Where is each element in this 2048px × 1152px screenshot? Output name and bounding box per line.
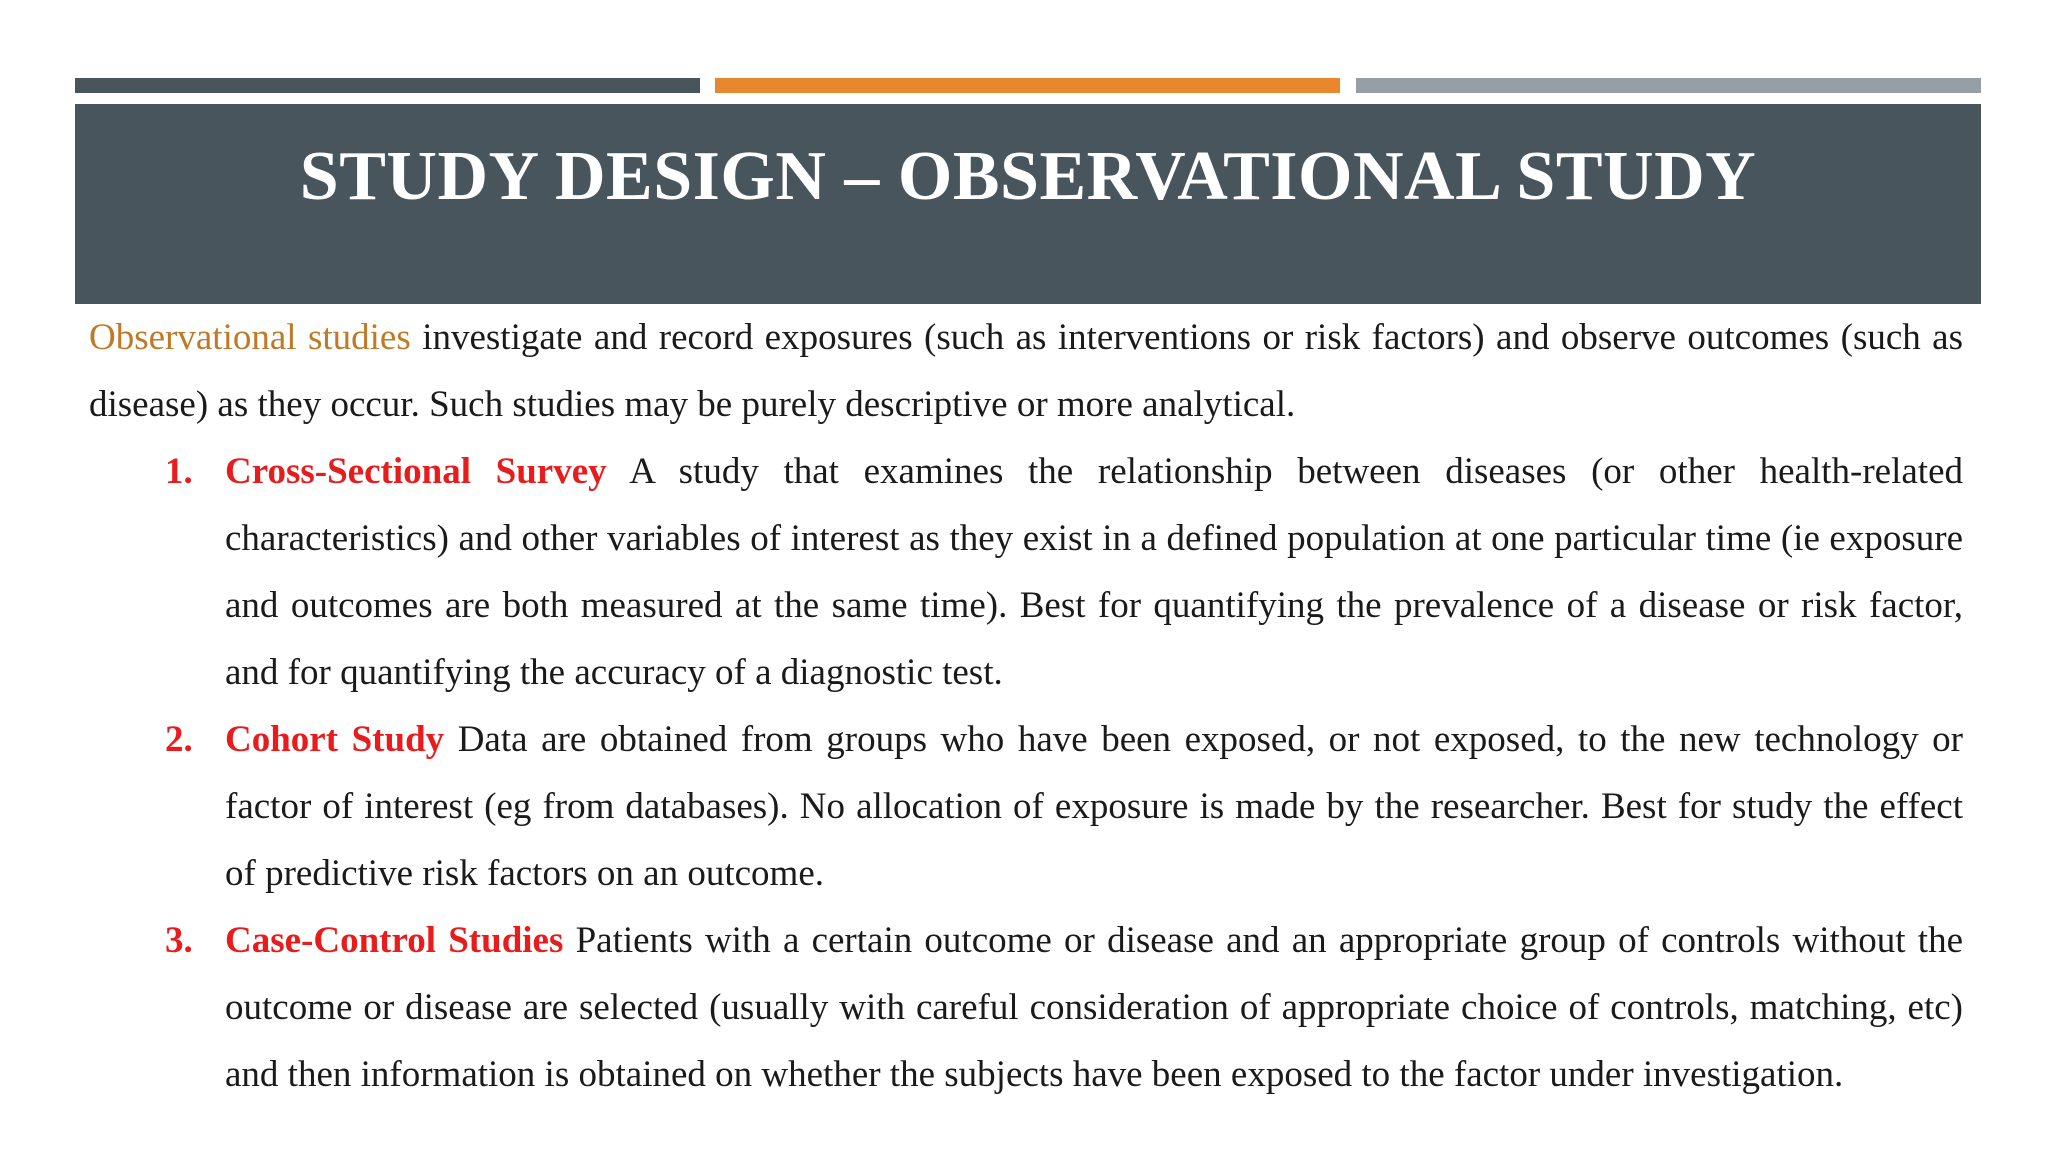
list-item xyxy=(89,706,1963,907)
study-type-list xyxy=(89,438,1963,1108)
slide-title: STUDY DESIGN – OBSERVATIONAL STUDY xyxy=(299,137,1757,215)
item-description: Patients with a certain outcome or disease and an appropriate group of controls without the outcome or disease are selected (usually with careful consideration of appropriate choice of controls, matching, etc) and then information is obtained on whether the subjects have been exposed to the factor under investigation. xyxy=(225,920,1963,1095)
intro-paragraph xyxy=(89,304,1963,438)
item-term: Case-Control Studies xyxy=(225,920,564,961)
item-number: 2. xyxy=(165,719,193,760)
item-description: A study that examines the relationship between diseases (or other health-related characteristics) and other variables of interest as they exist in a defined population at one particular time (ie exposure and outcomes are both measured at the same time). Best for quantifying the prevalence of a disease or risk factor, and for quantifying the accuracy of a diagnostic test. xyxy=(225,451,1963,693)
list-item xyxy=(89,438,1963,706)
accent-bar-orange xyxy=(715,78,1340,93)
item-number: 3. xyxy=(165,920,193,961)
accent-bar-dark xyxy=(75,78,700,93)
intro-text: investigate and record exposures (such as interventions or risk factors) and observe outcomes (such as disease) as they occur. Such studies may be purely descriptive or more analytical. xyxy=(89,317,1964,425)
title-band xyxy=(75,104,1981,304)
item-term: Cohort Study xyxy=(225,719,445,760)
slide-content xyxy=(89,304,1963,1108)
list-item xyxy=(89,907,1963,1108)
item-term: Cross-Sectional Survey xyxy=(225,451,607,492)
accent-bar-gray xyxy=(1356,78,1981,93)
item-description: Data are obtained from groups who have been exposed, or not exposed, to the new technology or factor of interest (eg from databases). No allocation of exposure is made by the researcher. Best for study the effect of predictive risk factors on an outcome. xyxy=(225,719,1963,894)
intro-highlight: Observational studies xyxy=(89,317,411,358)
item-number: 1. xyxy=(165,451,193,492)
